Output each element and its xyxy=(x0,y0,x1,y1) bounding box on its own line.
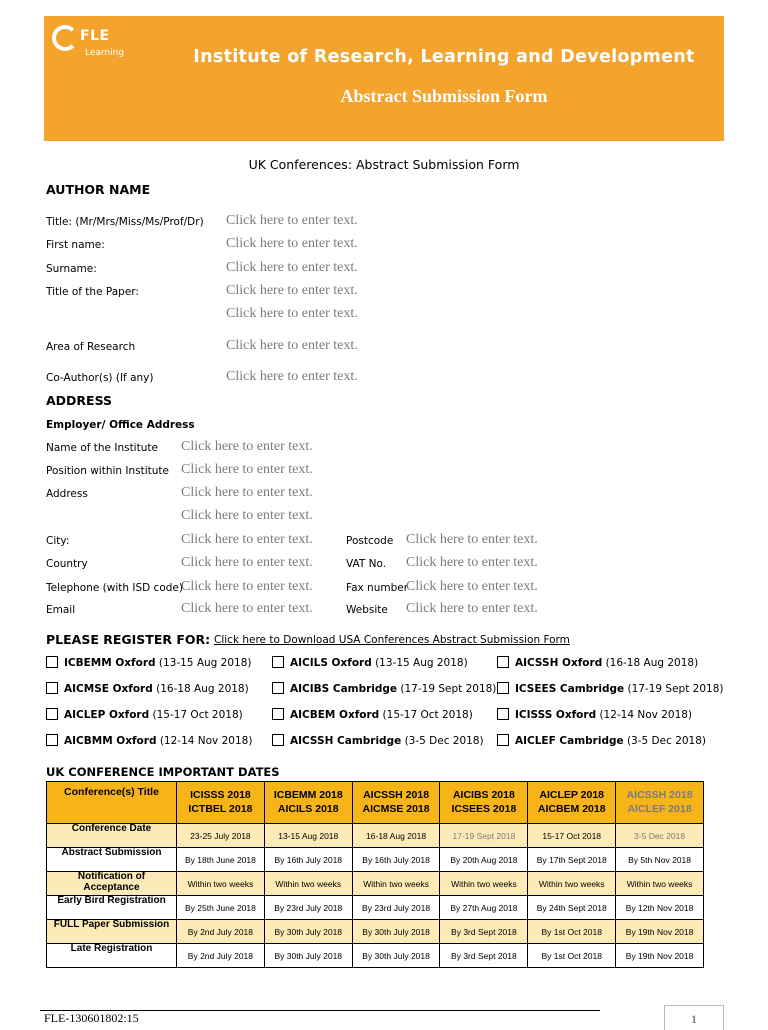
conference-option xyxy=(497,734,706,747)
table-cell: 3-5 Dec 2018 xyxy=(616,824,704,848)
footer-code: FLE-130601802:15 xyxy=(44,1011,139,1025)
conference-name: AICBEM Oxford xyxy=(290,709,380,721)
table-cell: By 19th Nov 2018 xyxy=(616,944,704,968)
table-row xyxy=(47,944,704,968)
conference-option xyxy=(46,656,251,669)
row-label: FULL Paper Submission xyxy=(47,920,177,944)
conference-option xyxy=(272,708,473,721)
conference-checkbox[interactable] xyxy=(272,734,284,746)
table-row xyxy=(47,920,704,944)
table-cell: 17-19 Sept 2018 xyxy=(440,824,528,848)
conference-dates: (3-5 Dec 2018) xyxy=(404,735,484,747)
conference-checkbox[interactable] xyxy=(497,682,509,694)
text-input-placeholder[interactable]: Click here to enter text. xyxy=(181,462,313,477)
employer-address-subheading: Employer/ Office Address xyxy=(46,419,195,431)
table-cell: By 19th Nov 2018 xyxy=(616,920,704,944)
column-header-line: AICLEF 2018 xyxy=(627,802,692,815)
column-header-line: AICSSH 2018 xyxy=(363,789,430,802)
dates-heading: UK CONFERENCE IMPORTANT DATES xyxy=(46,765,280,779)
conference-name: AICMSE Oxford xyxy=(64,683,153,695)
important-dates-table xyxy=(46,781,704,968)
text-input-placeholder[interactable]: Click here to enter text. xyxy=(181,579,313,594)
table-cell: By 2nd July 2018 xyxy=(177,944,265,968)
table-row xyxy=(47,872,704,896)
conference-option xyxy=(272,682,496,695)
conference-option xyxy=(46,734,252,747)
table-cell: Within two weeks xyxy=(616,872,704,896)
conference-checkbox[interactable] xyxy=(46,656,58,668)
institute-name: Institute of Research, Learning and Development xyxy=(193,47,695,67)
document-title: UK Conferences: Abstract Submission Form xyxy=(248,157,520,172)
conference-option xyxy=(46,708,243,721)
conference-dates: (15-17 Oct 2018) xyxy=(382,709,473,721)
field-label: Telephone (with ISD code) xyxy=(46,582,183,594)
conference-checkbox[interactable] xyxy=(272,682,284,694)
conference-dates: (13-15 Aug 2018) xyxy=(375,657,468,669)
conference-dates: (15-17 Oct 2018) xyxy=(152,709,243,721)
conference-name: ICSEES Cambridge xyxy=(515,683,625,695)
conference-checkbox[interactable] xyxy=(46,708,58,720)
text-input-placeholder[interactable]: Click here to enter text. xyxy=(226,338,358,353)
conference-column-header xyxy=(352,782,440,824)
text-input-placeholder[interactable]: Click here to enter text. xyxy=(226,369,358,384)
table-row xyxy=(47,848,704,872)
author-name-heading: AUTHOR NAME xyxy=(46,182,151,197)
conference-dates: (16-18 Aug 2018) xyxy=(605,657,699,669)
table-cell: By 5th Nov 2018 xyxy=(616,848,704,872)
conference-column-header xyxy=(440,782,528,824)
table-cell: Within two weeks xyxy=(264,872,352,896)
text-input-placeholder[interactable]: Click here to enter text. xyxy=(226,236,358,251)
column-header-line: AICIBS 2018 xyxy=(452,789,515,802)
table-cell: By 3rd Sept 2018 xyxy=(440,920,528,944)
field-label: Country xyxy=(46,558,88,570)
conference-name: AICILS Oxford xyxy=(290,657,372,669)
conference-option xyxy=(272,656,468,669)
conference-option xyxy=(497,708,692,721)
download-usa-form-link[interactable]: Click here to Download USA Conferences Abstract Submission Form xyxy=(214,634,570,646)
text-input-placeholder[interactable]: Click here to enter text. xyxy=(406,579,538,594)
conference-column-header xyxy=(264,782,352,824)
field-label: Website xyxy=(346,604,388,616)
table-cell: By 16th July 2018 xyxy=(264,848,352,872)
conference-checkbox[interactable] xyxy=(46,734,58,746)
text-input-placeholder[interactable]: Click here to enter text. xyxy=(406,601,538,616)
field-label: Title of the Paper: xyxy=(46,286,139,298)
conference-checkbox[interactable] xyxy=(497,734,509,746)
row-label: Early Bird Registration xyxy=(47,896,177,920)
text-input-placeholder[interactable]: Click here to enter text. xyxy=(226,283,358,298)
conference-dates: (12-14 Nov 2018) xyxy=(599,709,693,721)
conference-option xyxy=(497,656,698,669)
field-label: City: xyxy=(46,535,70,547)
conference-name: AICBMM Oxford xyxy=(64,735,157,747)
conference-name: ICBEMM Oxford xyxy=(64,657,156,669)
row-label: Conference Date xyxy=(47,824,177,848)
table-cell: By 1st Oct 2018 xyxy=(528,944,616,968)
table-cell: By 30th July 2018 xyxy=(352,920,440,944)
column-header-line: ICTBEL 2018 xyxy=(188,802,253,815)
register-heading: PLEASE REGISTER FOR: xyxy=(46,632,211,647)
text-input-placeholder[interactable]: Click here to enter text. xyxy=(406,532,538,547)
text-input-placeholder[interactable]: Click here to enter text. xyxy=(181,508,313,523)
conference-dates: (17-19 Sept 2018) xyxy=(627,683,724,695)
column-header-line: ICBEMM 2018 xyxy=(273,789,343,802)
conference-dates: (13-15 Aug 2018) xyxy=(158,657,252,669)
conference-column-header xyxy=(177,782,265,824)
conference-name: AICSSH Oxford xyxy=(515,657,603,669)
logo-subtext: Learning xyxy=(85,48,125,58)
table-row xyxy=(47,896,704,920)
field-label: Position within Institute xyxy=(46,465,170,477)
table-cell: 15-17 Oct 2018 xyxy=(528,824,616,848)
text-input-placeholder[interactable]: Click here to enter text. xyxy=(406,555,538,570)
field-label: VAT No. xyxy=(346,558,387,570)
column-header-line: AICLEP 2018 xyxy=(539,789,605,802)
logo-text: FLE xyxy=(80,28,110,44)
column-header-line: ICSEES 2018 xyxy=(451,802,517,815)
text-input-placeholder[interactable]: Click here to enter text. xyxy=(181,532,313,547)
column-header-line: AICBEM 2018 xyxy=(537,802,606,815)
conference-column-header xyxy=(616,782,704,824)
table-cell: By 30th July 2018 xyxy=(264,920,352,944)
table-cell: By 1st Oct 2018 xyxy=(528,920,616,944)
table-cell: By 25th June 2018 xyxy=(177,896,265,920)
conference-dates: (12-14 Nov 2018) xyxy=(159,735,253,747)
table-row xyxy=(47,824,704,848)
conference-name: ICISSS Oxford xyxy=(515,709,597,721)
text-input-placeholder[interactable]: Click here to enter text. xyxy=(181,485,313,500)
table-cell: By 2nd July 2018 xyxy=(177,920,265,944)
row-label: Late Registration xyxy=(47,944,177,968)
table-cell: By 27th Aug 2018 xyxy=(440,896,528,920)
conference-name: AICSSH Cambridge xyxy=(290,735,402,747)
address-heading: ADDRESS xyxy=(46,393,113,408)
table-cell: By 12th Nov 2018 xyxy=(616,896,704,920)
field-label: Title: (Mr/Mrs/Miss/Ms/Prof/Dr) xyxy=(46,216,204,228)
text-input-placeholder[interactable]: Click here to enter text. xyxy=(181,555,313,570)
table-cell: By 30th July 2018 xyxy=(264,944,352,968)
conference-checkbox[interactable] xyxy=(497,656,509,668)
conference-column-header xyxy=(528,782,616,824)
field-label: Name of the Institute xyxy=(46,442,158,454)
conference-name: AICLEP Oxford xyxy=(64,709,150,721)
column-header-line: AICMSE 2018 xyxy=(362,802,430,815)
table-cell: By 17th Sept 2018 xyxy=(528,848,616,872)
conference-dates: (16-18 Aug 2018) xyxy=(156,683,249,695)
table-cell: By 3rd Sept 2018 xyxy=(440,944,528,968)
field-label: Surname: xyxy=(46,263,97,275)
conference-checkbox[interactable] xyxy=(497,708,509,720)
table-cell: 16-18 Aug 2018 xyxy=(352,824,440,848)
field-label: Fax number xyxy=(346,582,409,594)
table-cell: Within two weeks xyxy=(177,872,265,896)
table-cell: By 30th July 2018 xyxy=(352,944,440,968)
field-label: Address xyxy=(46,488,88,500)
text-input-placeholder[interactable]: Click here to enter text. xyxy=(226,306,358,321)
table-cell: By 16th July 2018 xyxy=(352,848,440,872)
table-cell: 13-15 Aug 2018 xyxy=(264,824,352,848)
field-label: Postcode xyxy=(346,535,394,547)
text-input-placeholder[interactable]: Click here to enter text. xyxy=(181,601,313,616)
conference-option xyxy=(272,734,484,747)
conference-dates: (3-5 Dec 2018) xyxy=(626,735,707,747)
table-cell: By 23rd July 2018 xyxy=(352,896,440,920)
table-cell: By 18th June 2018 xyxy=(177,848,265,872)
row-label: Notification of Acceptance xyxy=(47,872,177,896)
table-cell: Within two weeks xyxy=(528,872,616,896)
conference-name: AICIBS Cambridge xyxy=(290,683,398,695)
conference-checkbox[interactable] xyxy=(272,656,284,668)
field-label: Co-Author(s) (If any) xyxy=(46,372,154,384)
row-label: Abstract Submission xyxy=(47,848,177,872)
table-cell: By 24th Sept 2018 xyxy=(528,896,616,920)
table-cell: By 20th Aug 2018 xyxy=(440,848,528,872)
field-label: Area of Research xyxy=(46,341,136,353)
table-corner-cell: Conference(s) Title xyxy=(47,782,177,824)
conference-option xyxy=(46,682,249,695)
column-header-line: AICILS 2018 xyxy=(277,802,339,815)
text-input-placeholder[interactable]: Click here to enter text. xyxy=(181,439,313,454)
conference-checkbox[interactable] xyxy=(46,682,58,694)
text-input-placeholder[interactable]: Click here to enter text. xyxy=(226,260,358,275)
conference-name: AICLEF Cambridge xyxy=(515,735,624,747)
table-header-row xyxy=(47,782,704,824)
column-header-line: ICISSS 2018 xyxy=(190,789,251,802)
table-cell: 23-25 July 2018 xyxy=(177,824,265,848)
column-header-line: AICSSH 2018 xyxy=(626,789,693,802)
table-cell: Within two weeks xyxy=(440,872,528,896)
conference-checkbox[interactable] xyxy=(272,708,284,720)
field-label: First name: xyxy=(46,239,105,251)
page-number: 1 xyxy=(664,1005,724,1030)
form-title: Abstract Submission Form xyxy=(340,86,548,106)
table-cell: Within two weeks xyxy=(352,872,440,896)
conference-dates: (17-19 Sept 2018) xyxy=(400,683,497,695)
text-input-placeholder[interactable]: Click here to enter text. xyxy=(226,213,358,228)
table-cell: By 23rd July 2018 xyxy=(264,896,352,920)
conference-option xyxy=(497,682,723,695)
field-label: Email xyxy=(46,604,76,616)
